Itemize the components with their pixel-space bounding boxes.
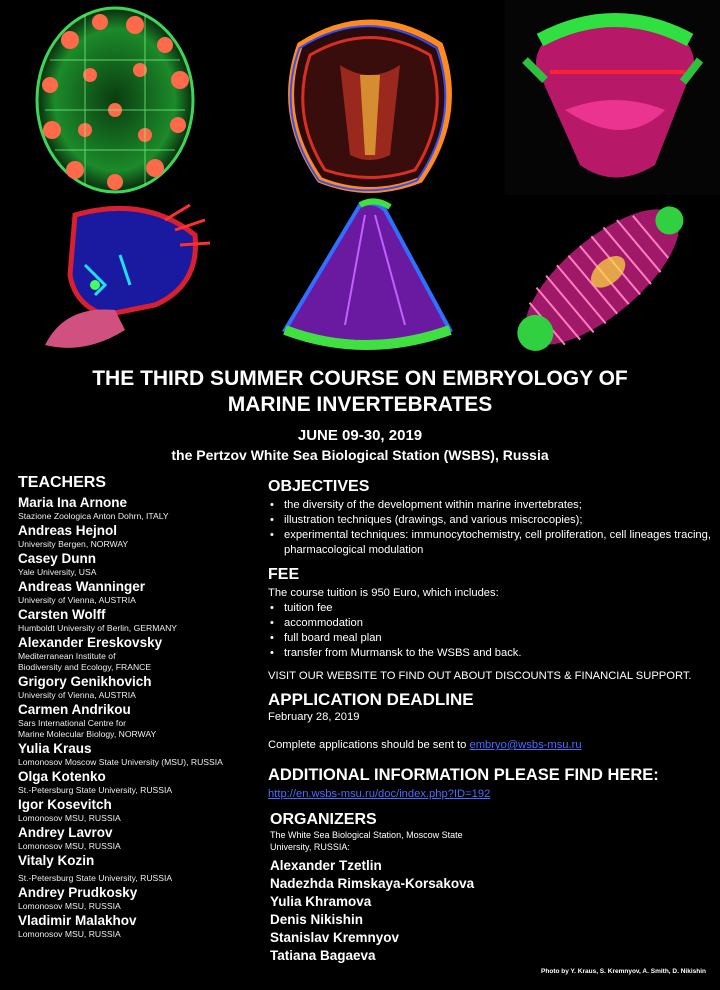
teacher-name: Olga Kotenko (18, 769, 106, 784)
teacher-name: Andreas Hejnol (18, 523, 118, 538)
teacher-entry (18, 494, 268, 522)
organizers-heading: ORGANIZERS (270, 811, 377, 828)
teacher-entry (18, 912, 268, 940)
objectives-section (268, 478, 718, 558)
application-text: Complete applications should be sent to (268, 739, 470, 751)
organizer-name: Stanislav Kremnyov (270, 930, 400, 945)
additional-info-section (268, 766, 718, 802)
fee-heading: FEE (268, 566, 300, 583)
organizers-affiliation-line: The White Sea Biological Station, Moscow State (270, 830, 463, 840)
teacher-name: Vitaly Kozin (18, 853, 95, 868)
deadline-heading: APPLICATION DEADLINE (268, 690, 474, 709)
course-dates: JUNE 09-30, 2019 (297, 427, 423, 444)
photo-credit: Photo by Y. Kraus, S. Kremnyov, A. Smith, D. Nikishin (541, 968, 706, 975)
organizer-name: Denis Nikishin (270, 912, 364, 927)
course-title-line-2: MARINE INVERTEBRATES (227, 393, 493, 416)
fee-list (268, 601, 718, 661)
deadline-date: February 28, 2019 (268, 711, 360, 723)
teacher-entry (18, 578, 268, 606)
teacher-name: Casey Dunn (18, 551, 97, 566)
teacher-entry (18, 606, 268, 634)
objectives-list (268, 498, 718, 558)
fee-intro: The course tuition is 950 Euro, which includes: (268, 587, 499, 599)
teachers-heading: TEACHERS (18, 474, 107, 491)
website-link[interactable]: http://en.wsbs-msu.ru/doc/index.php?ID=192 (268, 788, 491, 800)
micrograph-larva-band (505, 0, 720, 195)
micrograph-larva-tail (25, 195, 220, 360)
objectives-heading: OBJECTIVES (268, 478, 370, 495)
teacher-entry (18, 852, 268, 884)
objective-item: • illustration techniques (drawings, and various miscrocopies); (268, 513, 718, 528)
micrograph-embryo-sphere (30, 0, 200, 200)
teacher-entry (18, 824, 268, 852)
teacher-affiliation: University of Vienna, AUSTRIA (18, 595, 136, 605)
teacher-entry (18, 673, 268, 701)
teacher-name: Vladimir Malakhov (18, 913, 137, 928)
organizer-name: Nadezhda Rimskaya-Korsakova (270, 876, 475, 891)
teachers-list (18, 494, 268, 940)
teacher-affiliation: Sars International Centre for Marine Molecular Biology, NORWAY (18, 718, 157, 739)
objective-item: • the diversity of the development within marine invertebrates; (268, 498, 718, 513)
application-email-link[interactable]: embryo@wsbs-msu.ru (469, 739, 582, 751)
teacher-name: Yulia Kraus (18, 741, 92, 756)
teacher-affiliation: Lomonosov Moscow State University (MSU), RUSSIA (18, 757, 223, 767)
organizer-name: Tatiana Bagaeva (270, 948, 376, 963)
website-notice: VISIT OUR WEBSITE TO FIND OUT ABOUT DISCOUNTS & FINANCIAL SUPPORT. (268, 670, 692, 682)
teacher-affiliation: Lomonosov MSU, RUSSIA (18, 841, 121, 851)
micrograph-larva-triangle (265, 195, 470, 360)
organizers-list (270, 857, 570, 965)
teacher-entry (18, 522, 268, 550)
teacher-affiliation: Mediterranean Institute of Biodiversity and Ecology, FRANCE (18, 651, 152, 672)
deadline-section (268, 690, 718, 753)
micrograph-larva-striped (500, 195, 705, 360)
fee-item: • tuition fee (268, 601, 718, 616)
teacher-affiliation: Lomonosov MSU, RUSSIA (18, 813, 121, 823)
teacher-name: Grigory Genikhovich (18, 674, 152, 689)
teacher-entry (18, 550, 268, 578)
organizers-affiliation-line: University, RUSSIA: (270, 842, 350, 852)
course-location: the Pertzov White Sea Biological Station (WSBS), Russia (171, 447, 549, 463)
fee-item: • full board meal plan (268, 631, 718, 646)
application-instructions (268, 738, 718, 753)
teacher-name: Carsten Wolff (18, 607, 106, 622)
course-title (0, 366, 720, 418)
teacher-affiliation: Lomonosov MSU, RUSSIA (18, 901, 121, 911)
organizer-name: Alexander Tzetlin (270, 858, 382, 873)
teacher-affiliation: Yale University, USA (18, 567, 97, 577)
organizer-name: Yulia Khramova (270, 894, 372, 909)
teacher-affiliation: Stazione Zoologica Anton Dohrn, ITALY (18, 511, 169, 521)
teacher-name: Carmen Andrikou (18, 702, 131, 717)
teacher-entry (18, 884, 268, 912)
teacher-name: Andreas Wanninger (18, 579, 146, 594)
course-title-line-1: THE THIRD SUMMER COURSE ON EMBRYOLOGY OF (92, 367, 628, 390)
teacher-affiliation: St.-Petersburg State University, RUSSIA (18, 873, 173, 883)
teacher-entry (18, 701, 268, 740)
additional-info-heading: ADDITIONAL INFORMATION PLEASE FIND HERE: (268, 766, 659, 784)
fee-item: • transfer from Murmansk to the WSBS and back. (268, 646, 718, 661)
organizers-section (270, 811, 570, 965)
teacher-affiliation: Lomonosov MSU, RUSSIA (18, 929, 121, 939)
teacher-name: Andrey Lavrov (18, 825, 113, 840)
micrograph-larva-oval (270, 5, 470, 200)
teacher-entry (18, 740, 268, 768)
teacher-affiliation: University of Vienna, AUSTRIA (18, 690, 136, 700)
teacher-name: Andrey Prudkosky (18, 885, 138, 900)
fee-item: • accommodation (268, 616, 718, 631)
teacher-entry (18, 796, 268, 824)
teacher-name: Alexander Ereskovsky (18, 635, 163, 650)
teacher-name: Igor Kosevitch (18, 797, 112, 812)
teacher-affiliation: University Bergen, NORWAY (18, 539, 129, 549)
teacher-name: Maria Ina Arnone (18, 495, 128, 510)
teacher-entry (18, 768, 268, 796)
teacher-entry (18, 634, 268, 673)
teacher-affiliation: Humboldt University of Berlin, GERMANY (18, 623, 178, 633)
fee-section (268, 566, 718, 684)
objective-item: • experimental techniques: immunocytochemistry, cell proliferation, cell lineages tracing, pharmacological modulation (268, 528, 714, 558)
organizers-affiliation (270, 829, 570, 853)
teacher-affiliation: St.-Petersburg State University, RUSSIA (18, 785, 173, 795)
